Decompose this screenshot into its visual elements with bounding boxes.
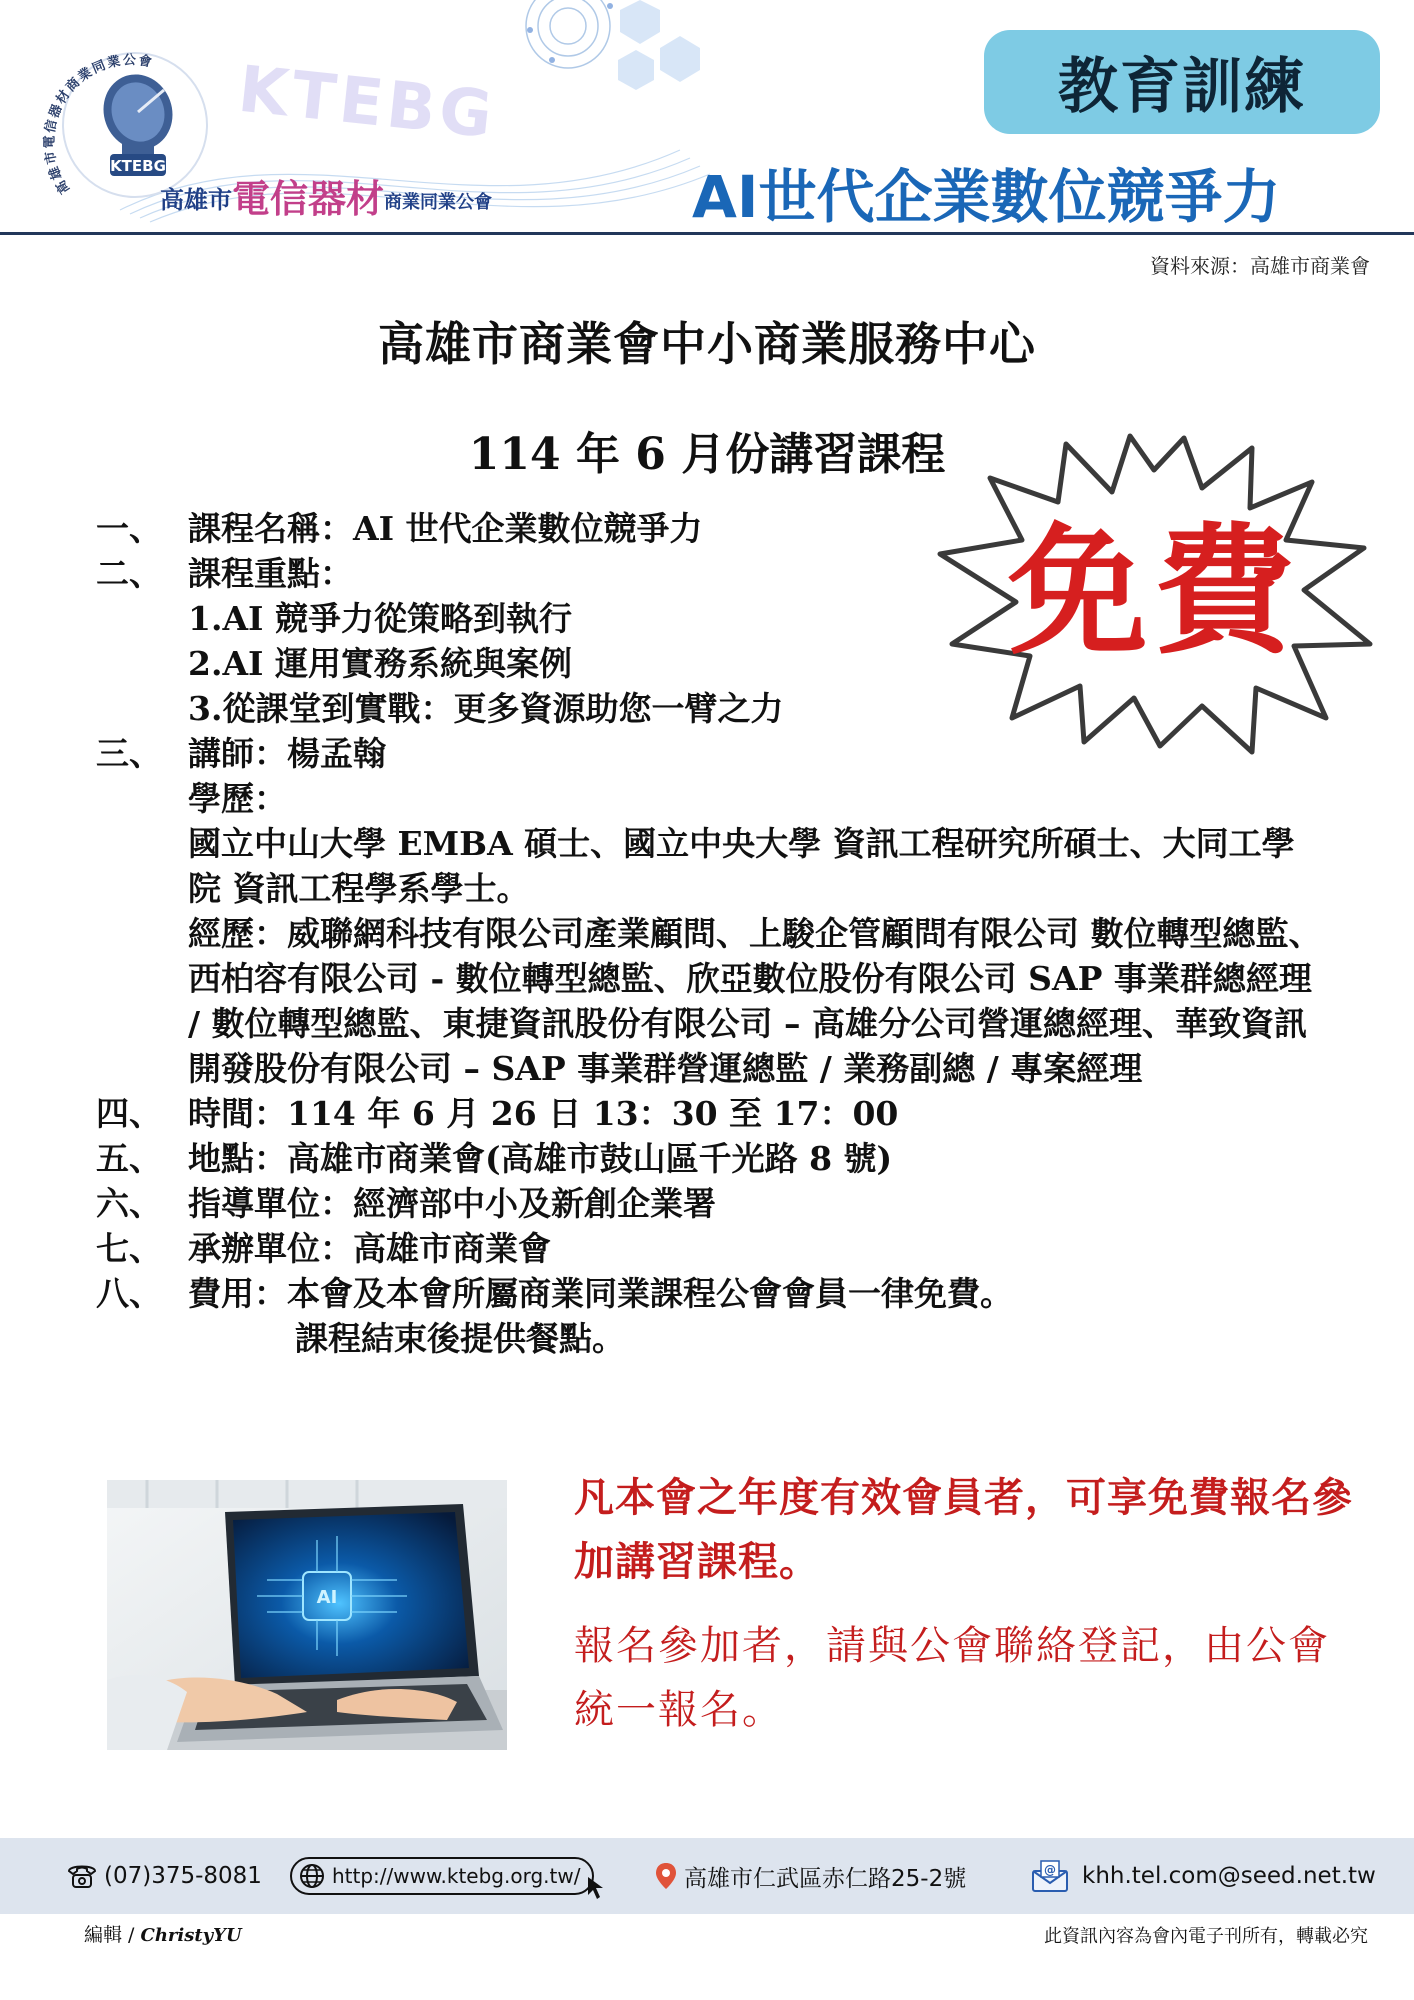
org-name [160, 168, 492, 223]
org-main: 電信器材 [232, 177, 385, 221]
list-item: 2.AI 運用實務系統與案例 [188, 644, 572, 683]
list-item: 國立中山大學 EMBA 碩士、國立中央大學 資訊工程研究所碩士、大同工學院 資訊工程學系學士。 [188, 824, 1295, 908]
footer-email [1030, 1838, 1376, 1914]
svg-text:@: @ [1044, 1863, 1056, 1877]
document-title: 高雄市商業會中小商業服務中心 [378, 317, 1036, 371]
header [0, 0, 1414, 236]
list-item: 二、 課程重點： [96, 554, 353, 593]
svg-text:高雄市電信器材商業同業公會: 高雄市電信器材商業同業公會 [42, 53, 155, 197]
list-item: 3.從課堂到實戰：更多資源助您一臂之力 [188, 689, 784, 728]
list-item: 課程結束後提供餐點。 [295, 1319, 625, 1358]
laptop-photo [107, 1480, 507, 1750]
footer-address [654, 1838, 966, 1914]
list-item: 四、 時間：114 年 6 月 26 日 13：30 至 17：00 [96, 1094, 899, 1133]
logo-text: KTEBG [110, 157, 166, 175]
phone-number: (07)375-8081 [104, 1863, 262, 1889]
list-item: 經歷：威聯網科技有限公司產業顧問、上駿企管顧問有限公司 數位轉型總監、西柏容有限公司 - 數位轉型總監、欣亞數位股份有限公司 SAP 事業群總經理 / 數位轉型總監、東捷資訊股份有限公司 – 高雄分公司營運總經理、華致資訊開發股份有限公司 – SAP 事業群營運總監 / 業務副總 / 專案經理 [188, 914, 1322, 1088]
list-item: 六、 指導單位：經濟部中小及新創企業署 [96, 1184, 716, 1223]
footer-bar [0, 1838, 1414, 1914]
source-note: 資料來源：高雄市商業會 [1150, 254, 1370, 278]
list-item: 五、 地點：高雄市商業會(高雄市鼓山區千光路 8 號) [96, 1139, 893, 1178]
location-pin-icon [654, 1861, 678, 1891]
org-suffix: 商業同業公會 [384, 192, 493, 213]
org-prefix: 高雄市 [160, 186, 232, 214]
logo-watermark: KTEBG [234, 52, 500, 154]
list-item: 一、 課程名稱：AI 世代企業數位競爭力 [96, 509, 703, 548]
phone-icon [66, 1862, 98, 1890]
editor-name: ChristyYU [140, 1925, 242, 1946]
list-item: 七、 承辦單位：高雄市商業會 [96, 1229, 551, 1268]
footer-website[interactable] [290, 1838, 614, 1914]
globe-icon [298, 1862, 326, 1890]
badge-label: 教育訓練 [1058, 52, 1306, 122]
ai-chip-label: AI [316, 1587, 338, 1608]
course-subtitle: AI世代企業數位競爭力 [692, 163, 1281, 231]
document-subtitle: 114 年 6 月份講習課程 [468, 429, 946, 480]
header-divider [0, 232, 1414, 235]
footer-phone [66, 1838, 262, 1914]
email-icon [1030, 1859, 1070, 1893]
education-badge [984, 30, 1380, 134]
free-text: 免費 [1007, 511, 1300, 674]
member-notice [574, 1466, 1354, 1742]
editor-label: 編輯 [84, 1924, 123, 1946]
list-item: 三、 講師：楊孟翰 [96, 734, 386, 773]
website-link[interactable] [290, 1857, 594, 1895]
list-item: 八、 費用：本會及本會所屬商業同業課程公會會員一律免費。 [96, 1274, 1013, 1313]
website-url[interactable]: http://www.ktebg.org.tw/ [332, 1864, 581, 1888]
course-details [96, 506, 1346, 1361]
address-text: 高雄市仁武區赤仁路25-2號 [684, 1865, 967, 1892]
copyright-note: 此資訊內容為會內電子刊所有，轉載必究 [1044, 1926, 1368, 1947]
notice-regular: 報名參加者，請與公會聯絡登記，由公會統一報名。 [574, 1623, 1330, 1733]
email-address: khh.tel.com@seed.net.tw [1082, 1863, 1376, 1889]
list-item: 1.AI 競爭力從策略到執行 [188, 599, 572, 638]
editor-credit: 編輯 / ChristyYU [84, 1924, 242, 1946]
cursor-icon [586, 1875, 608, 1901]
notice-bold: 凡本會之年度有效會員者，可享免費報名參加講習課程。 [574, 1475, 1353, 1585]
list-item: 學歷： [188, 779, 287, 818]
